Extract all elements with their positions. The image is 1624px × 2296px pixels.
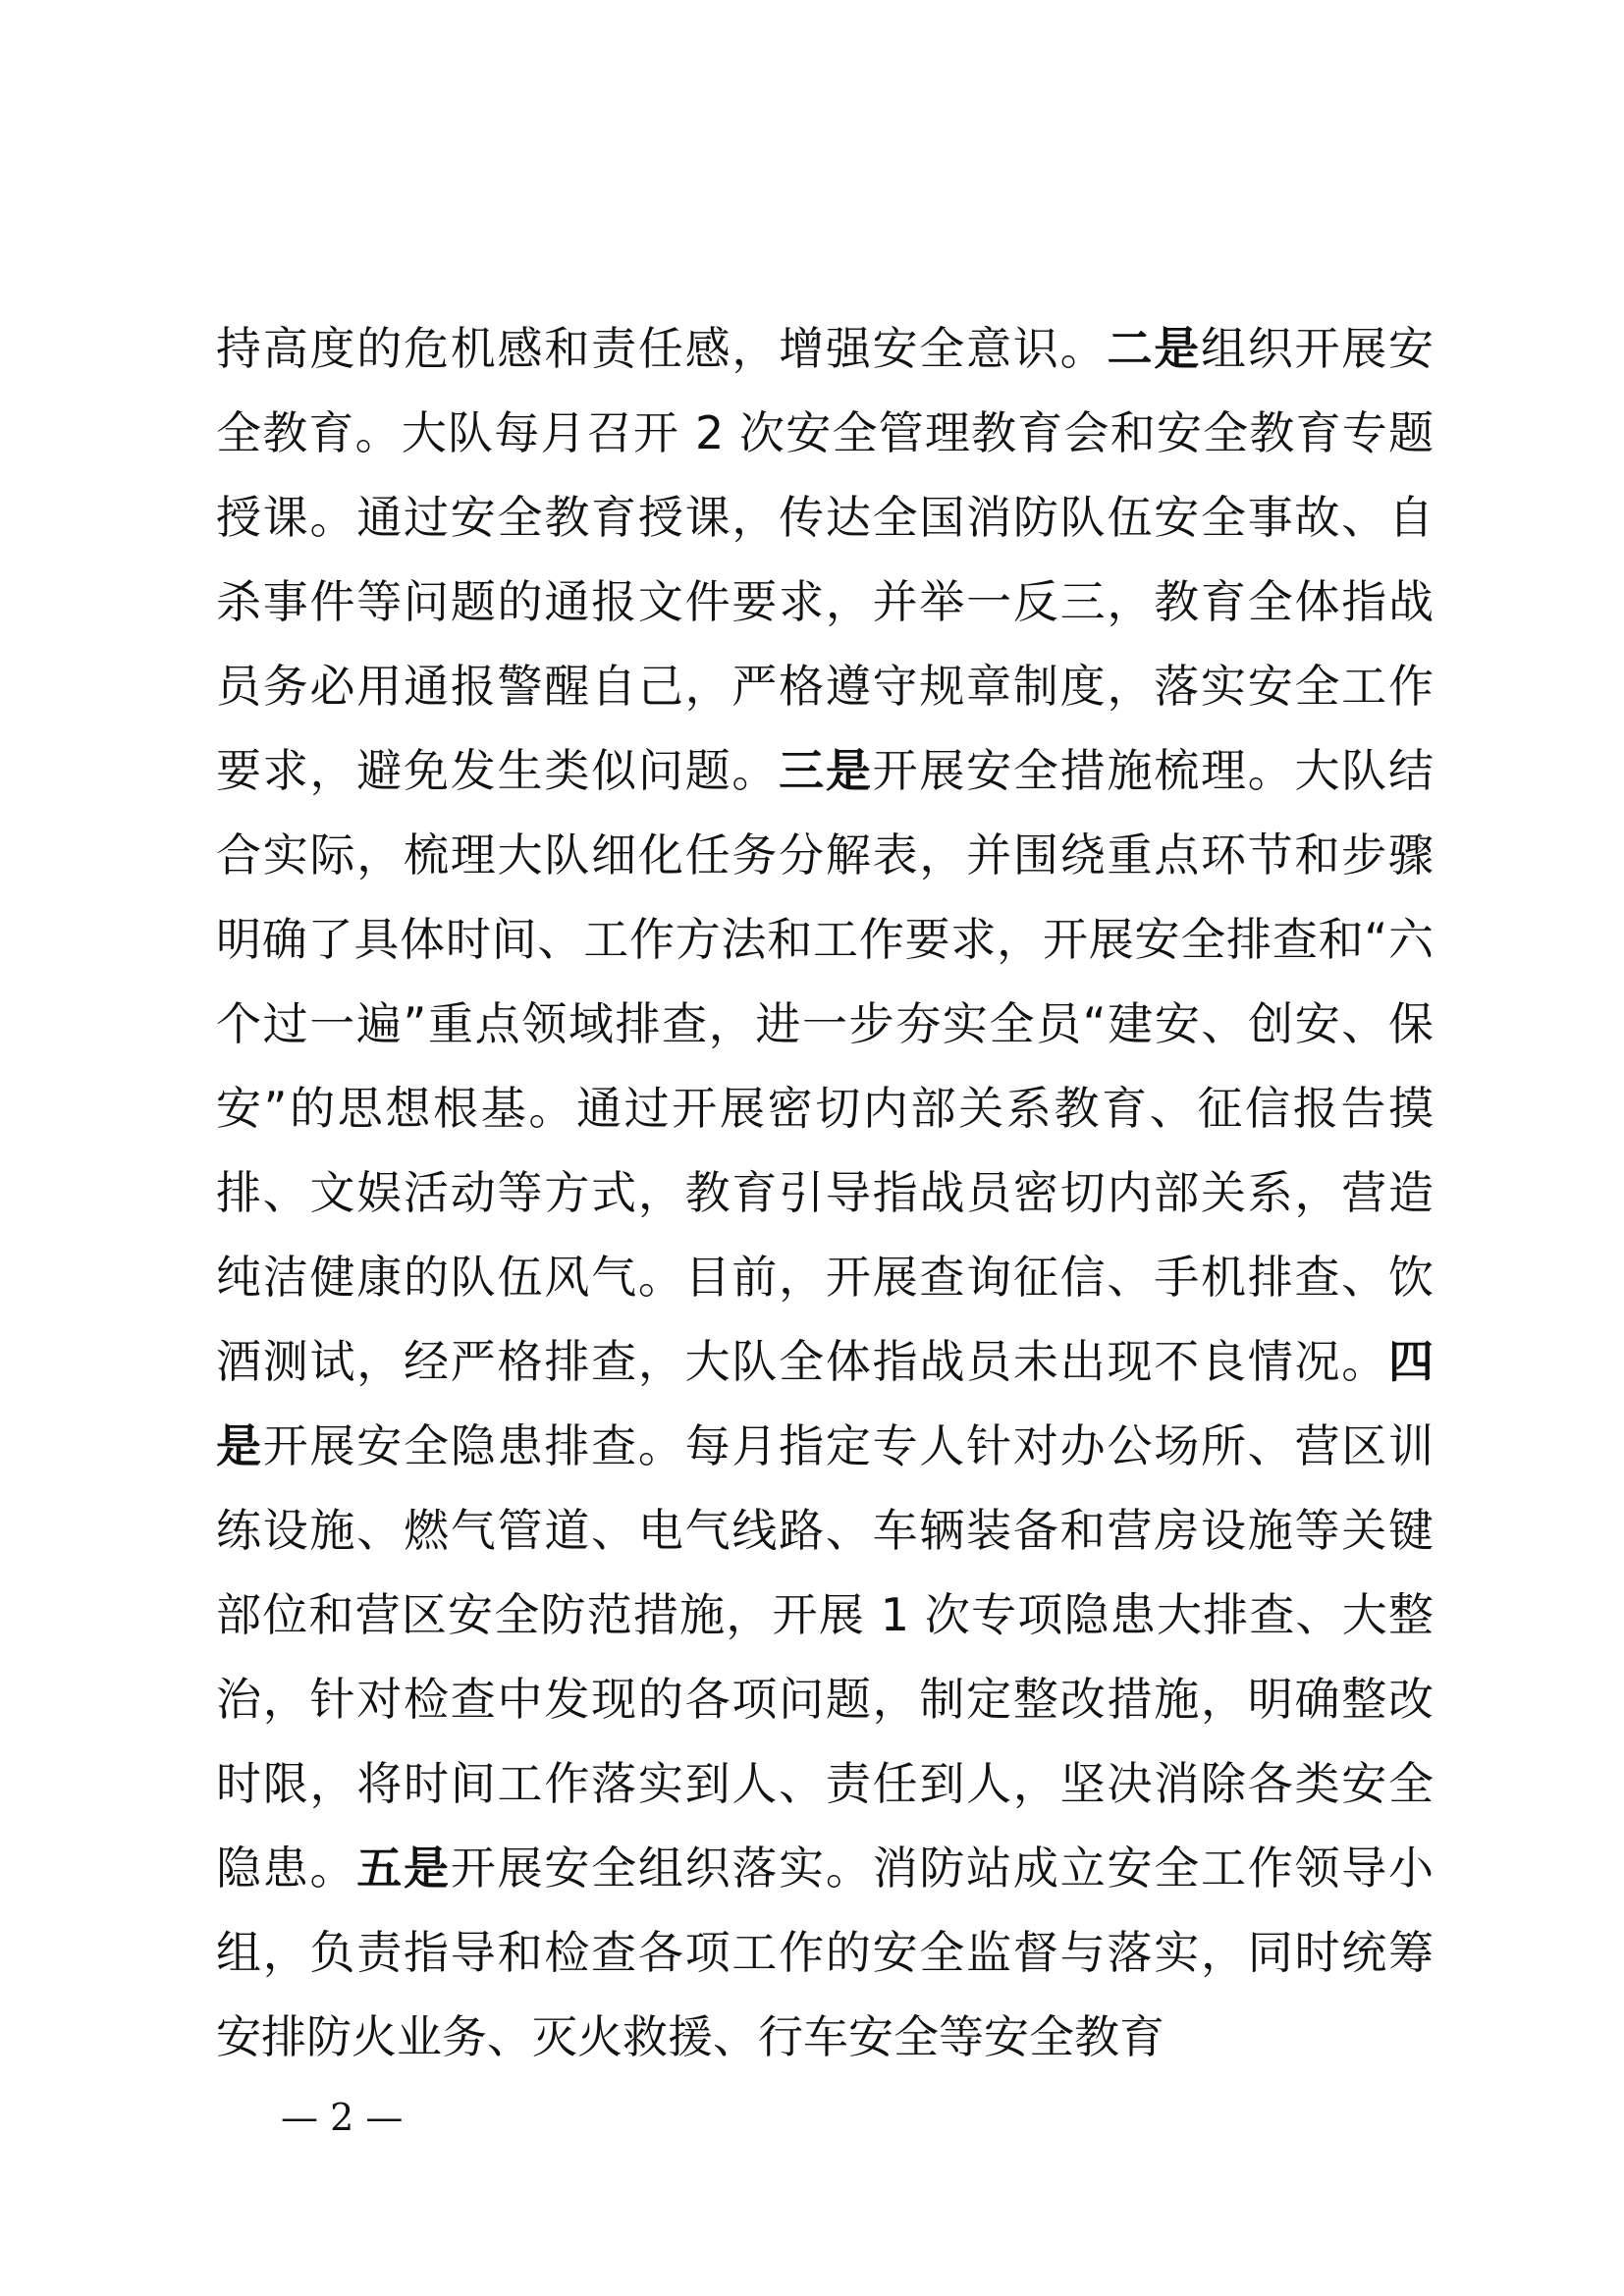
bold-run-point-two: 二是 [1107,322,1201,375]
text-run: 组织开展安全教育。大队每月召开 2 次安全管理教育会和安全教育专题授课。通过安全教育授课，传达全国消防队伍安全事故、自杀事件等问题的通报文件要求，并举一反三，教育全体指战员务必用通报警醒自己，严格遵守规章制度，落实安全工作要求，避免发生类似问题。 [216,322,1435,797]
bold-run-point-four: 四是 [216,1335,1434,1472]
text-run: 开展安全组织落实。消防站成立安全工作领导小组，负责指导和检查各项工作的安全监督与落实，同时统筹安排防火业务、灭火救援、行车安全等安全教育 [216,1842,1435,2063]
text-run: 开展安全隐患排查。每月指定专人针对办公场所、营区训练设施、燃气管道、电气线路、车辆装备和营房设施等关键部位和营区安全防范措施，开展 1 次专项隐患大排查、大整治，针对检查中发现的各项问题，制定整改措施，明确整改时限，将时间工作落实到人、责任到人，坚决消除各类安全隐患。 [216,1419,1435,1895]
text-run: 持高度的危机感和责任感，增强安全意识。 [216,322,1108,375]
bold-run-point-five: 五是 [356,1842,451,1895]
bold-run-point-three: 三是 [779,744,873,797]
text-run: 开展安全措施梳理。大队结合实际，梳理大队细化任务分解表，并围绕重点环节和步骤明确了具体时间、工作方法和工作要求，开展安全排查和“六个过一遍”重点领域排查，进一步夯实全员“建安、创安、保安”的思想根基。通过开展密切内部关系教育、征信报告摸排、文娱活动等方式，教育引导指战员密切内部关系，营造纯洁健康的队伍风气。目前，开展查询征信、手机排查、饮酒测试，经严格排查，大队全体指战员未出现不良情况。 [216,744,1435,1388]
body-paragraph [216,306,1434,2079]
page-number: — 2 — [281,2096,404,2139]
